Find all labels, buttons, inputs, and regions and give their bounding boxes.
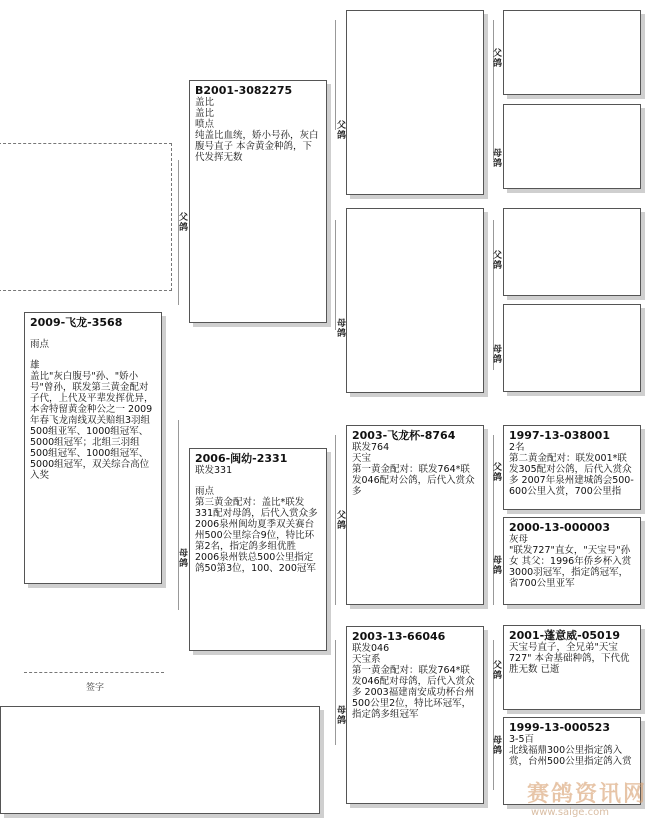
dam-sire-label: 父鸽 [335, 510, 345, 530]
g2-notes: "联发727"直女，"天宝号"孙女 其父：1996年侨乡杯入赏3000羽冠军，指定鸽冠军，省700公里亚军 [509, 545, 632, 589]
g-label-6: 母鸽 [491, 555, 501, 575]
photo-placeholder [0, 143, 172, 291]
notes-box [0, 706, 320, 814]
dam-sire-notes: 第一黄金配对：联发764*联发046配对公鸽，后代入赏众多 [352, 464, 475, 497]
connector-line [335, 220, 336, 330]
g2-ring: 2000-13-000003 [509, 521, 610, 534]
sire-sire-card [346, 10, 484, 195]
connector-line [335, 20, 336, 130]
subject-ring: 2009-飞龙-3568 [30, 316, 123, 329]
connector-line [178, 420, 179, 610]
dam-sire-line2: 天宝 [352, 453, 372, 464]
dam-dam-ring: 2003-13-66046 [352, 630, 446, 643]
sire-color: 喷点 [195, 119, 215, 130]
subject-notes: 盖比"灰白腹号"孙、"娇小号"曾孙，联发第三黄金配对子代，上代及平辈发挥优异，本舍特留黄金种公之一 2009年春飞龙南线双关赔组3羽组500组亚军、1000组冠军、5000组冠军；北组三羽组500组冠军、1000组冠军、5000组冠军，双关综合高位入奖 [30, 371, 154, 481]
sire-dam-card [346, 208, 484, 393]
g-label-8: 母鸽 [491, 735, 501, 755]
dam-dam-line1: 联发046 [352, 643, 390, 654]
g1-ring: 1997-13-038001 [509, 429, 610, 442]
sire-notes: 纯盖比血统，娇小号孙，灰白腹号直子 本舍黄金种鸽，下代发挥无数 [195, 130, 319, 163]
g1-line1: 2名 [509, 442, 525, 453]
g-box-3 [503, 208, 641, 296]
g-label-7: 父鸽 [491, 660, 501, 680]
g2-line1: 灰母 [509, 534, 529, 545]
dam-card [189, 448, 327, 651]
dam-notes: 第三黄金配对：盖比*联发331配对母鸽，后代入赏众多 2006泉州闽幼夏季双关赛台州500公里综合9位，特比环第2名，指定鸽多组优胜 2006泉州铁总500公里指定鸽50第3位，100、200冠军 [195, 497, 321, 574]
dam-dam-label: 母鸽 [335, 705, 345, 725]
g4-ring: 1999-13-000523 [509, 721, 610, 734]
signature-caption: 签字 [86, 683, 105, 693]
dam-line1: 联发331 [195, 465, 233, 476]
sire-ring: B2001-3082275 [195, 84, 293, 97]
sire-card [189, 80, 327, 323]
g4-notes: 北线福鼎300公里指定鸽入赏，台州500公里指定鸽入赏 [509, 745, 632, 767]
g-label-3: 父鸽 [491, 250, 501, 270]
dam-sire-card [346, 425, 484, 605]
g4-line1: 3-5百 [509, 734, 535, 745]
g-box-2 [503, 104, 641, 189]
signature-line [24, 672, 164, 673]
g-label-2: 母鸽 [491, 148, 501, 168]
g-box-4 [503, 304, 641, 392]
subject-card [24, 312, 162, 584]
sire-dam-label: 母鸽 [335, 318, 345, 338]
dam-label: 母鸽 [177, 548, 187, 568]
g-box-7 [503, 625, 641, 710]
g1-notes: 第二黄金配对：联发001*联发305配对公鸽，后代入赏众多 2007年泉州建城鸽会500-600公里入赏，700公里指 [509, 453, 634, 497]
subject-color: 雨点 [30, 339, 50, 350]
dam-color: 雨点 [195, 486, 215, 497]
watermark-url: www.saige.com [531, 807, 609, 818]
g-label-5: 父鸽 [491, 462, 501, 482]
g-label-4: 母鸽 [491, 344, 501, 364]
sire-sire-label: 父鸽 [335, 120, 345, 140]
g-label-1: 父鸽 [491, 48, 501, 68]
dam-sire-line1: 联发764 [352, 442, 390, 453]
dam-dam-card [346, 626, 484, 804]
g3-ring: 2001-蓬意威-05019 [509, 629, 621, 642]
dam-ring: 2006-闽幼-2331 [195, 452, 288, 465]
dam-dam-notes: 第一黄金配对：联发764*联发046配对母鸽，后代入赏众多 2003福建南安成功杯台州500公里2位，特比环冠军，指定鸽多组冠军 [352, 665, 475, 720]
connector-line [493, 20, 494, 160]
connector-line [178, 160, 179, 305]
sire-line2: 盖比 [195, 108, 215, 119]
sire-label: 父鸽 [177, 212, 187, 232]
watermark: 赛鸽资讯网 [526, 782, 647, 807]
sire-line1: 盖比 [195, 97, 215, 108]
g-box-6 [503, 517, 641, 605]
connector-line [335, 640, 336, 745]
g-box-5 [503, 425, 641, 510]
subject-sex: 雄 [30, 360, 40, 371]
connector-line [493, 435, 494, 605]
dam-sire-ring: 2003-飞龙杯-8764 [352, 429, 456, 442]
dam-dam-line2: 天宝系 [352, 654, 381, 665]
g-box-1 [503, 10, 641, 95]
g3-notes: 天宝号直子，全兄弟"天宝727" 本舍基础种鸽，下代优胜无数 已逝 [509, 642, 630, 675]
